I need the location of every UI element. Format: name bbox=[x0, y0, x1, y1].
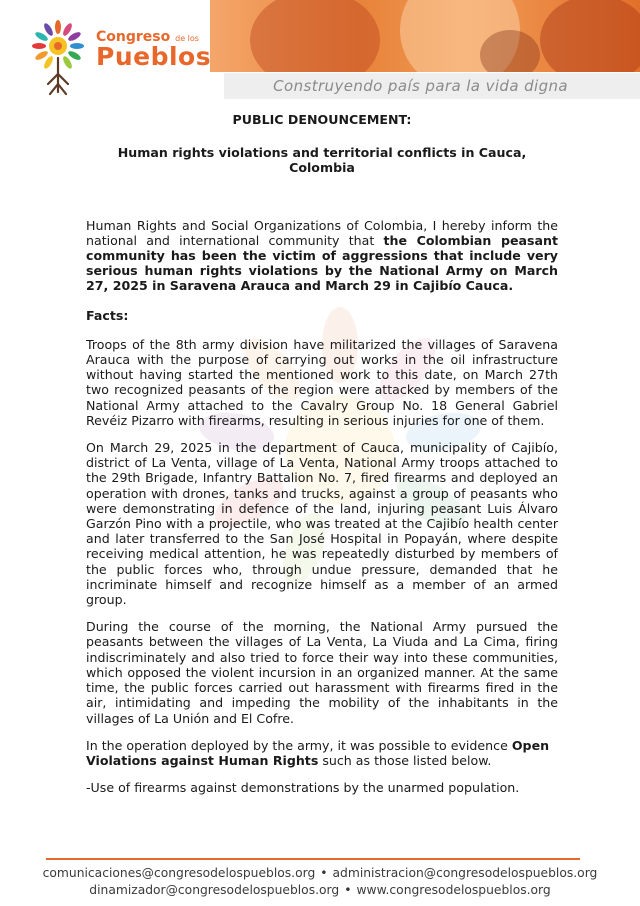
paragraph-pursuit: During the course of the morning, the National Army pursued the peasants between the villages of La Venta, La Viuda and La Cima, firing indiscriminately and also tried to force their way into these communities, which opposed the violent incursion in an organized manner. At the same time, the public forces carried out harassment with firearms fired in the air, intimidating and impeding the mobility of the inhabitants in the villages of La Unión and El Cofre. bbox=[86, 619, 558, 726]
footer-contacts: comunicaciones@congresodelospueblos.org • administracion@congresodelospueblos.org dinamizador@congresodelospueblos.org • www.congresodelospueblos.org bbox=[42, 866, 598, 897]
document-subtitle: Human rights violations and territorial conflicts in Cauca, Colombia bbox=[117, 145, 527, 176]
tagline-bar bbox=[224, 73, 640, 99]
paragraph-violations: In the operation deployed by the army, it was possible to evidence Open Violations against Human Rights such as those listed below. bbox=[86, 737, 550, 768]
header-banner-photo bbox=[210, 0, 640, 72]
facts-heading: Facts: bbox=[86, 307, 129, 323]
paragraph-saravena: Troops of the 8th army division have militarized the villages of Saravena Arauca with the purpose of carrying out works in the oil infrastructure without having started the mentioned work to this date, on March 27th two recognized peasants of the region were attacked by members of the National Army attached to the Cavalry Group No. 18 General Gabriel Revéiz Pizarro with firearms, resulting in serious injuries for one of them. bbox=[86, 336, 558, 428]
email-comunicaciones[interactable]: comunicaciones@congresodelospueblos.org bbox=[42, 866, 316, 880]
letterhead bbox=[0, 0, 640, 100]
congreso-logo-icon bbox=[22, 14, 94, 98]
email-administracion[interactable]: administracion@congresodelospueblos.org bbox=[332, 866, 598, 880]
logo-wordmark: Congreso de los Pueblos bbox=[96, 29, 212, 71]
paragraph-cajibio: On March 29, 2025 in the department of Cauca, municipality of Cajibío, district of La Venta, village of La Venta, National Army troops attached to the 29th Brigade, Infantry Battalion No. 7, fired firearms and deployed an operation with drones, tanks and trucks, against a group of peasants who were demonstrating in defence of the land, injuring peasant Luis Álvaro Garzón Pino with a projectile, who was treated at the Cajibío health center and later transferred to the San José Hospital in Popayán, where despite receiving medical attention, he was repeatedly disturbed by members of the public forces who, through undue pressure, demanded that he incriminate himself and recognize himself as a member of an armed group. bbox=[86, 440, 558, 608]
email-dinamizador[interactable]: dinamizador@congresodelospueblos.org bbox=[89, 883, 340, 897]
intro-paragraph: Human Rights and Social Organizations of Colombia, I hereby inform the national and international community that the Colombian peasant community has been the victim of aggressions that include very serious human rights violations by the National Army on March 27, 2025 in Saravena Arauca and March 29 in Cajibío Cauca. bbox=[86, 217, 558, 294]
document-body bbox=[86, 112, 558, 795]
tagline: Construyendo país para la vida digna bbox=[273, 77, 568, 95]
violation-list-item: -Use of firearms against demonstrations by the unarmed population. bbox=[86, 780, 520, 796]
footer-divider bbox=[46, 858, 580, 860]
document-title: PUBLIC DENOUNCEMENT: bbox=[232, 112, 412, 127]
website-link[interactable]: www.congresodelospueblos.org bbox=[356, 883, 551, 897]
